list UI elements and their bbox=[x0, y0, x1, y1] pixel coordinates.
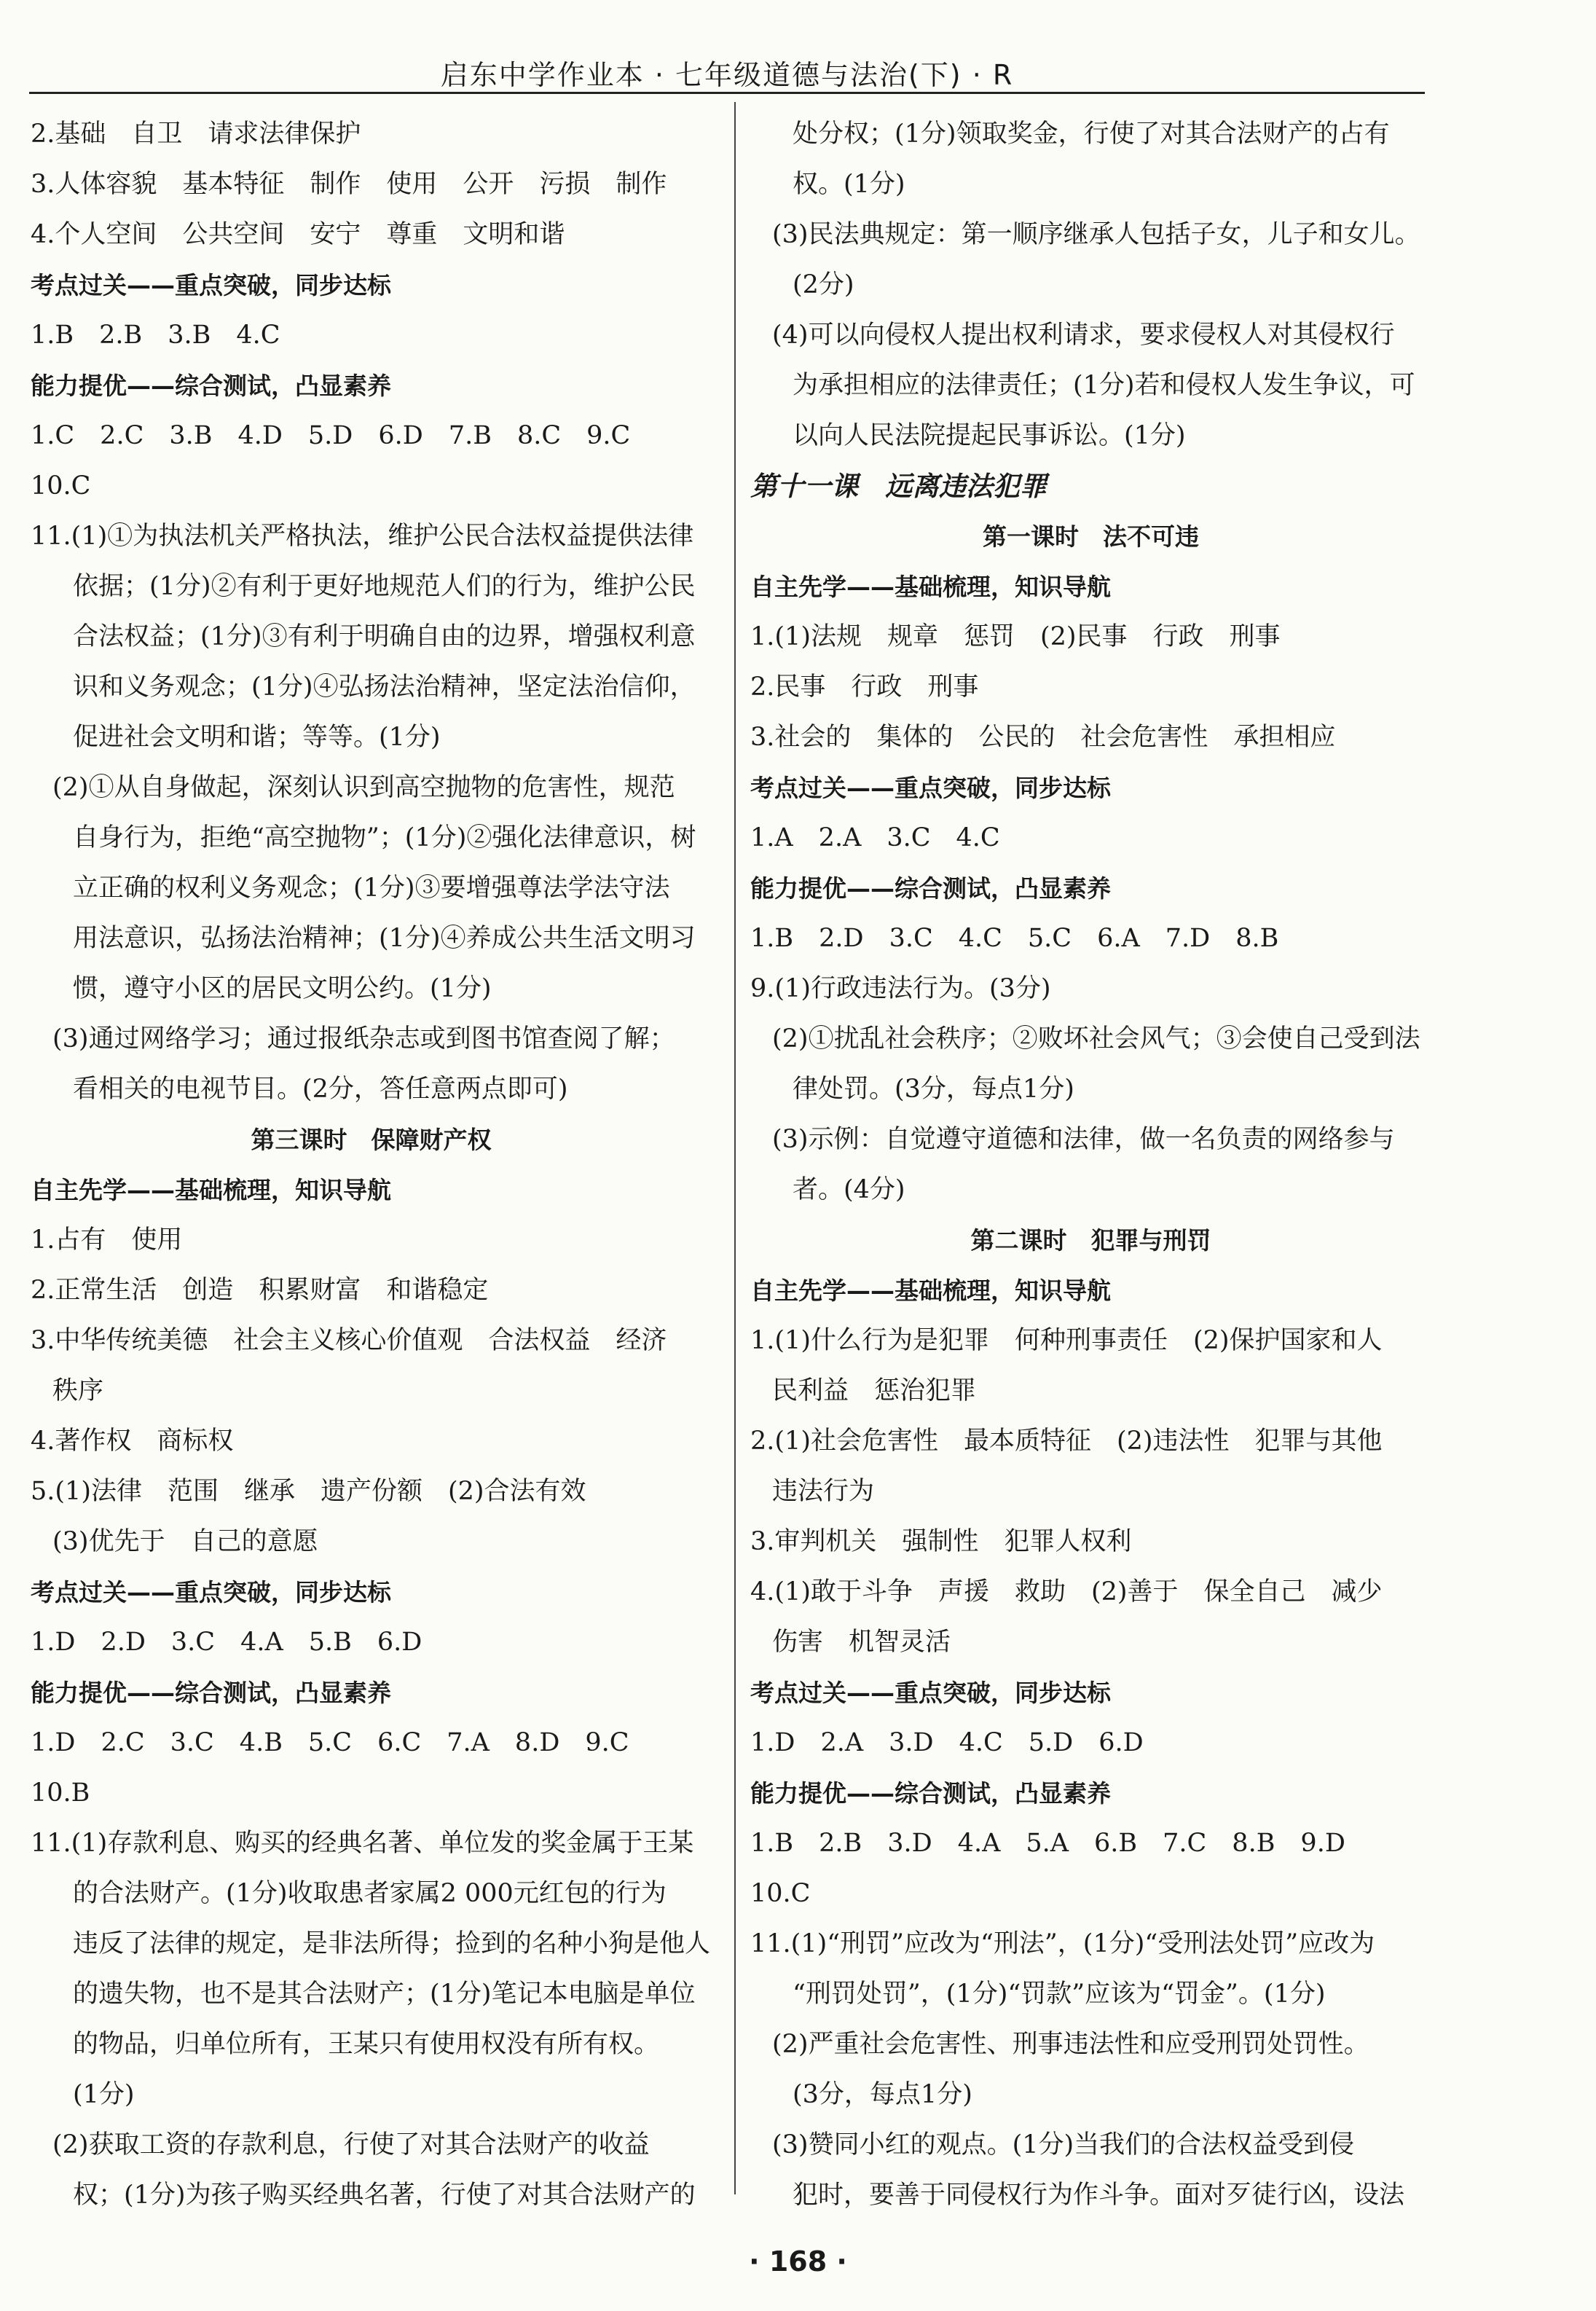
section-heading: 考点过关——重点突破，同步达标 bbox=[31, 271, 391, 299]
answer-line: 1.A 2.A 3.C 4.C bbox=[750, 823, 1000, 852]
answer-line: 1.D 2.D 3.C 4.A 5.B 6.D bbox=[31, 1628, 422, 1657]
answer-line: 11.(1)①为执法机关严格执法，维护公民合法权益提供法律 bbox=[31, 522, 694, 551]
answer-line: 1.占有 使用 bbox=[31, 1225, 183, 1255]
section-heading: 自主先学——基础梳理，知识导航 bbox=[750, 1276, 1111, 1305]
section-heading: 考点过关——重点突破，同步达标 bbox=[31, 1578, 391, 1606]
answer-line: (3)民法典规定：第一顺序继承人包括子女，儿子和女儿。 bbox=[772, 220, 1420, 249]
section-heading: 能力提优——综合测试，凸显素养 bbox=[750, 1779, 1111, 1808]
answer-line: 促进社会文明和谐；等等。(1分) bbox=[73, 723, 441, 752]
answer-line: (2分) bbox=[793, 270, 854, 299]
lesson-subtitle: 第二课时 犯罪与刑罚 bbox=[970, 1226, 1211, 1255]
answer-line: 1.B 2.B 3.B 4.C bbox=[31, 321, 280, 350]
right-column bbox=[750, 109, 1431, 2221]
answer-line: 2.民事 行政 刑事 bbox=[750, 672, 979, 702]
left-column bbox=[31, 109, 712, 2221]
answer-line: (3)优先于 自己的意愿 bbox=[52, 1527, 318, 1556]
lesson-title: 第十一课 远离违法犯罪 bbox=[750, 470, 1047, 502]
answer-line: 用法意识，弘扬法治精神；(1分)④养成公共生活文明习 bbox=[73, 924, 696, 953]
answer-line: 者。(4分) bbox=[793, 1175, 905, 1204]
section-heading: 考点过关——重点突破，同步达标 bbox=[750, 1679, 1111, 1707]
answer-line: 权。(1分) bbox=[793, 170, 905, 199]
answer-line: 3.社会的 集体的 公民的 社会危害性 承担相应 bbox=[750, 723, 1336, 752]
answer-line: 违法行为 bbox=[772, 1477, 875, 1506]
section-heading: 自主先学——基础梳理，知识导航 bbox=[750, 573, 1111, 601]
answer-line: (3)通过网络学习；通过报纸杂志或到图书馆查阅了解； bbox=[52, 1024, 675, 1054]
answer-line: 的合法财产。(1分)收取患者家属2 000元红包的行为 bbox=[73, 1879, 667, 1908]
answer-line: 4.著作权 商标权 bbox=[31, 1427, 234, 1456]
answer-line: 的遗失物，也不是其合法财产；(1分)笔记本电脑是单位 bbox=[73, 1980, 696, 2009]
lesson-subtitle: 第三课时 保障财产权 bbox=[251, 1126, 492, 1154]
answer-line: 2.基础 自卫 请求法律保护 bbox=[31, 119, 361, 149]
answer-line: 权；(1分)为孩子购买经典名著，行使了对其合法财产的 bbox=[73, 2181, 696, 2210]
section-heading: 能力提优——综合测试，凸显素养 bbox=[31, 372, 391, 400]
answer-line: (2)获取工资的存款利息，行使了对其合法财产的收益 bbox=[52, 2130, 650, 2159]
answer-line: 3.中华传统美德 社会主义核心价值观 合法权益 经济 bbox=[31, 1326, 667, 1355]
answer-line: 3.审判机关 强制性 犯罪人权利 bbox=[750, 1527, 1132, 1556]
answer-line: 4.个人空间 公共空间 安宁 尊重 文明和谐 bbox=[31, 220, 565, 249]
answer-line: (1分) bbox=[73, 2080, 135, 2109]
answer-line: 1.(1)法规 规章 惩罚 (2)民事 行政 刑事 bbox=[750, 622, 1281, 651]
answer-line: (3)示例：自觉遵守道德和法律，做一名负责的网络参与 bbox=[772, 1125, 1395, 1154]
answer-line: “刑罚处罚”，(1分)“罚款”应该为“罚金”。(1分) bbox=[793, 1980, 1326, 2009]
answer-line: 1.D 2.A 3.D 4.C 5.D 6.D bbox=[750, 1728, 1144, 1757]
section-heading: 能力提优——综合测试，凸显素养 bbox=[750, 874, 1111, 903]
answer-line: 为承担相应的法律责任；(1分)若和侵权人发生争议，可 bbox=[793, 371, 1415, 400]
column-divider bbox=[734, 102, 736, 2194]
answer-line: 合法权益；(1分)③有利于明确自由的边界，增强权利意 bbox=[73, 622, 696, 651]
answer-line: 5.(1)法律 范围 继承 遗产份额 (2)合法有效 bbox=[31, 1477, 586, 1506]
answer-line: 惯，遵守小区的居民文明公约。(1分) bbox=[73, 974, 492, 1003]
answer-line: 律处罚。(3分，每点1分) bbox=[793, 1075, 1074, 1104]
answer-line: 犯时，要善于同侵权行为作斗争。面对歹徒行凶，设法 bbox=[793, 2181, 1405, 2210]
answer-line: 以向人民法院提起民事诉讼。(1分) bbox=[793, 421, 1186, 450]
answer-line: 1.(1)什么行为是犯罪 何种刑事责任 (2)保护国家和人 bbox=[750, 1326, 1383, 1355]
answer-line: 10.C bbox=[31, 471, 91, 501]
answer-line: 立正确的权利义务观念；(1分)③要增强尊法学法守法 bbox=[73, 874, 670, 903]
answer-line: 依据；(1分)②有利于更好地规范人们的行为，维护公民 bbox=[73, 572, 696, 601]
section-heading: 能力提优——综合测试，凸显素养 bbox=[31, 1679, 391, 1707]
answer-line: 3.人体容貌 基本特征 制作 使用 公开 污损 制作 bbox=[31, 170, 667, 199]
section-heading: 考点过关——重点突破，同步达标 bbox=[750, 774, 1111, 802]
page-header: 启东中学作业本 · 七年级道德与法治(下) · R bbox=[440, 59, 1014, 91]
answer-line: 1.B 2.B 3.D 4.A 5.A 6.B 7.C 8.B 9.D bbox=[750, 1829, 1345, 1858]
answer-line: 看相关的电视节目。(2分，答任意两点即可) bbox=[73, 1075, 568, 1104]
answer-line: 伤害 机智灵活 bbox=[772, 1628, 951, 1657]
answer-line: 自身行为，拒绝“高空抛物”；(1分)②强化法律意识，树 bbox=[73, 823, 696, 852]
answer-line: 9.(1)行政违法行为。(3分) bbox=[750, 974, 1051, 1003]
answer-line: 处分权；(1分)领取奖金，行使了对其合法财产的占有 bbox=[793, 119, 1390, 149]
answer-line: 10.C bbox=[750, 1879, 811, 1908]
answer-line: 识和义务观念；(1分)④弘扬法治精神，坚定法治信仰， bbox=[73, 672, 696, 702]
answer-line: 的物品，归单位所有，王某只有使用权没有所有权。 bbox=[73, 2030, 660, 2059]
lesson-subtitle: 第一课时 法不可违 bbox=[983, 522, 1199, 551]
answer-line: (2)①从自身做起，深刻认识到高空抛物的危害性，规范 bbox=[52, 773, 675, 802]
answer-line: 违反了法律的规定，是非法所得；捡到的名种小狗是他人 bbox=[73, 1929, 711, 1958]
page-number: · 168 · bbox=[749, 2245, 847, 2277]
answer-line: 10.B bbox=[31, 1778, 90, 1808]
answer-line: 1.D 2.C 3.C 4.B 5.C 6.C 7.A 8.D 9.C bbox=[31, 1728, 629, 1757]
answer-line: 11.(1)存款利息、购买的经典名著、单位发的奖金属于王某 bbox=[31, 1829, 694, 1858]
header-rule bbox=[29, 92, 1425, 94]
answer-line: 11.(1)“刑罚”应改为“刑法”，(1分)“受刑法处罚”应改为 bbox=[750, 1929, 1375, 1958]
answer-line: 1.B 2.D 3.C 4.C 5.C 6.A 7.D 8.B bbox=[750, 924, 1279, 953]
answer-line: 2.正常生活 创造 积累财富 和谐稳定 bbox=[31, 1276, 489, 1305]
answer-line: (3)赞同小红的观点。(1分)当我们的合法权益受到侵 bbox=[772, 2130, 1355, 2159]
answer-line: 秩序 bbox=[52, 1376, 104, 1405]
answer-line: (2)严重社会危害性、刑事违法性和应受刑罚处罚性。 bbox=[772, 2030, 1369, 2059]
answer-line: (3分，每点1分) bbox=[793, 2080, 972, 2109]
answer-line: (2)①扰乱社会秩序；②败坏社会风气；③会使自己受到法 bbox=[772, 1024, 1420, 1054]
answer-line: (4)可以向侵权人提出权利请求，要求侵权人对其侵权行 bbox=[772, 321, 1395, 350]
answer-line: 4.(1)敢于斗争 声援 救助 (2)善于 保全自己 减少 bbox=[750, 1577, 1383, 1606]
answer-line: 民利益 惩治犯罪 bbox=[772, 1376, 977, 1405]
answer-line: 1.C 2.C 3.B 4.D 5.D 6.D 7.B 8.C 9.C bbox=[31, 421, 631, 450]
answer-line: 2.(1)社会危害性 最本质特征 (2)违法性 犯罪与其他 bbox=[750, 1427, 1383, 1456]
section-heading: 自主先学——基础梳理，知识导航 bbox=[31, 1176, 391, 1204]
